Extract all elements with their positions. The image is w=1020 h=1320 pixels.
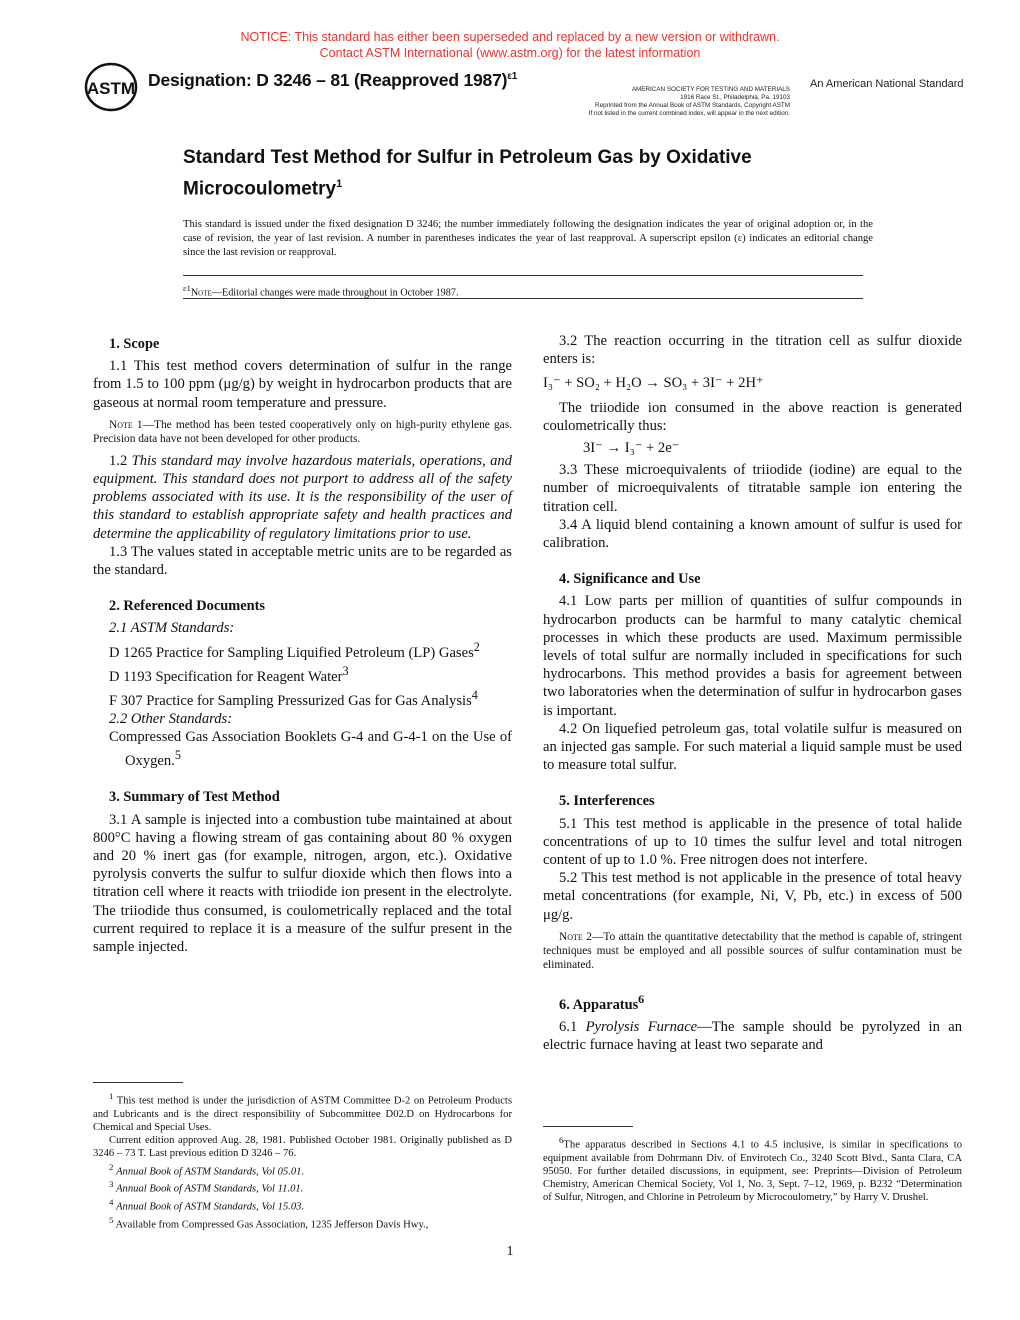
- paragraph: 3.4 A liquid blend containing a known amount of sulfur is used for calibration.: [543, 516, 962, 552]
- document-title: [183, 145, 903, 202]
- paragraph: 3.3 These microequivalents of triiodide (iodine) are equal to the number of microequivalents of titratable sample ion entering the titration cell.: [543, 462, 962, 515]
- footnote-text: Available from Compressed Gas Association, 1235 Jefferson Davis Hwy.,: [115, 1219, 429, 1231]
- right-column: [543, 332, 962, 1054]
- footnote-text: Annual Book of ASTM Standards, Vol 15.03.: [116, 1201, 305, 1213]
- title-text: Standard Test Method for Sulfur in Petroleum Gas by Oxidative Microcoulometry: [183, 147, 752, 200]
- section-heading: 5. Interferences: [559, 793, 655, 810]
- paragraph: 3.1 A sample is injected into a combustion tube maintained at about 800°C having a flowing stream of gas containing about 80 % oxygen and 20 % inert gas (for example, nitrogen, argon, etc.). Oxidative pyrolysis converts the sulfur to sulfur dioxide which then flows into a titration cell where it reacts with triiodide ion present in the electrolyte. The triiodide thus consumed, is coulometrically replaced and the total current required to replace it is a measure of the sulfur present in the sample injected.: [93, 811, 512, 955]
- designation: [148, 70, 517, 91]
- reference-text: D 1193 Specification for Reagent Water: [109, 668, 343, 685]
- footnote-rule: [93, 1082, 183, 1083]
- issued-note: This standard is issued under the fixed designation D 3246; the number immediately following the designation indicates the year of original adoption or, in the case of revision, the year of last revision. A number in parentheses indicates the year of last reapproval. A superscript epsilon (ε) indicates an editorial change since the last revision or reapproval.: [183, 219, 873, 258]
- note-label: Note 2: [559, 930, 592, 943]
- note-text: —The method has been tested cooperatively only on high-purity ethylene gas. Precision data have not been developed for other products.: [93, 418, 512, 445]
- footnote-rule: [543, 1126, 633, 1127]
- section-heading: 4. Significance and Use: [559, 571, 701, 588]
- footnote-text: Annual Book of ASTM Standards, Vol 05.01.: [116, 1166, 305, 1178]
- designation-text: Designation: D 3246 – 81 (Reapproved 1987): [148, 70, 508, 90]
- paragraph: 4.1 Low parts per million of quantities of sulfur compounds in hydrocarbon products can be harmful to many catalytic chemical processes in which these products are used. Maximum permissible levels of total sulfur are normally included in specifications for such hydrocarbons. This method provides a basis for agreement between two laboratories when the determination of sulfur in hydrocarbon gases is important.: [543, 593, 962, 719]
- society-line: If not listed in the current combined index, will appear in the next edition.: [588, 110, 790, 117]
- notice-line-2: Contact ASTM International (www.astm.org) for the latest information: [319, 46, 701, 60]
- reference-item: [109, 662, 512, 686]
- note-text: —To attain the quantitative detectability that the method is capable of, stringent techniques must be employed and all possible sources of sulfur contamination must be eliminated.: [543, 930, 963, 971]
- society-line: 1916 Race St., Philadelphia, Pa. 19103: [680, 94, 790, 101]
- footnote-text: The apparatus described in Sections 4.1 to 4.5 inclusive, is similar in specifications to equipment available from Dohrmann Div. of Envirotech Co., 3240 Scott Blvd., Santa Clara, CA 95050. For further detailed discussions, in equipment, see: Preprints—Division of Petroleum Chemistry, American Chemical Society, Vol 1, No. 3, Sept. 7–12, 1969, p. B232 “Determination of Sulfur, Nitrogen, and Chlorine in Petroleum by Microcoulometry,” by Harry V. Drushel.: [543, 1139, 962, 1204]
- footnote-mark: 6: [559, 1135, 564, 1145]
- title-footnote-mark: 1: [336, 178, 343, 190]
- section-heading: 2. Referenced Documents: [109, 598, 265, 615]
- footnote-text: Annual Book of ASTM Standards, Vol 11.01.: [116, 1183, 304, 1195]
- reference-text: Compressed Gas Association Booklets G-4 and G-4-1 on the Use of Oxygen.: [109, 729, 512, 770]
- reference-item: [109, 728, 512, 770]
- subheading: 2.1 ASTM Standards:: [109, 620, 235, 637]
- section-heading: [543, 990, 962, 1014]
- paragraph: 5.1 This test method is applicable in the presence of total halide concentrations of up to 10 times the sulfur level and total nitrogen content of up to 1.0 %. Free nitrogen does not interfere.: [543, 815, 962, 869]
- footnote-mark: 6: [638, 991, 645, 1006]
- paragraph: [543, 1018, 962, 1054]
- reference-text: D 1265 Practice for Sampling Liquified Petroleum (LP) Gases: [109, 644, 474, 661]
- paragraph-text: —The sample should be pyrolyzed in an electric furnace having at least two separate and: [543, 1018, 963, 1054]
- footnote-mark: 4: [471, 687, 478, 702]
- footnote-mark: 3: [109, 1179, 114, 1190]
- footnote: [543, 1134, 962, 1205]
- safety-statement: This standard may involve hazardous materials, operations, and equipment. This standard does not purport to address all of the safety problems associated with its use. It is the responsibility of the user of this standard to establish appropriate safety and health practices and determine the applicability of regulatory limitations prior to use.: [93, 452, 512, 542]
- footnote: [93, 1090, 512, 1134]
- footnote-mark: 2: [109, 1161, 114, 1172]
- reference-item: [109, 686, 512, 710]
- reference-text: F 307 Practice for Sampling Pressurized Gas for Gas Analysis: [109, 692, 472, 709]
- designation-epsilon: ε1: [507, 71, 518, 83]
- editorial-note-text: —Editorial changes were made throughout in October 1987.: [211, 287, 459, 299]
- footnote: [93, 1161, 512, 1179]
- footnote-mark: 5: [109, 1214, 114, 1225]
- footnote-mark: 4: [109, 1197, 114, 1208]
- paragraph: The triiodide ion consumed in the above reaction is generated coulometrically thus:: [543, 399, 962, 434]
- section-heading-text: 6. Apparatus: [559, 996, 639, 1013]
- society-block: [520, 86, 790, 118]
- equation-2: 3I⁻ → I₃⁻ + 2e⁻: [583, 440, 680, 457]
- paragraph: [93, 452, 512, 543]
- divider: [183, 275, 863, 276]
- paragraph: 5.2 This test method is not applicable in the presence of total heavy metal concentrations (for example, Ni, V, Pb, etc.) in excess of 500 μg/g.: [543, 870, 962, 923]
- astm-logo: [84, 62, 138, 112]
- section-heading: 1. Scope: [109, 336, 160, 352]
- para-number: 1.2: [109, 452, 128, 469]
- footnote: [93, 1196, 512, 1214]
- left-column: [93, 335, 512, 956]
- notice-line-1: NOTICE: This standard has either been superseded and replaced by a new version or withdrawn.: [240, 30, 780, 44]
- society-line: AMERICAN SOCIETY FOR TESTING AND MATERIALS: [631, 86, 790, 93]
- editorial-mark: ε1: [183, 283, 191, 293]
- footnote: [93, 1214, 512, 1232]
- term: Pyrolysis Furnace: [585, 1018, 698, 1035]
- footnote-text: Current edition approved Aug. 28, 1981. Published October 1981. Originally published as D 3246 – 73 T. Last previous edition D 3246 – 76.: [93, 1135, 512, 1160]
- national-standard-label: An American National Standard: [810, 78, 964, 90]
- footnote-mark: 3: [342, 663, 349, 678]
- paragraph: 1.1 This test method covers determination of sulfur in the range from 1.5 to 100 ppm (μg/g) by weight in hydrocarbon products that are gaseous at normal room temperature and pressure.: [93, 358, 512, 411]
- divider: [183, 298, 863, 299]
- equation-1: I₃⁻ + SO₂ + H₂O → SO₃ + 3I⁻ + 2H⁺: [543, 375, 764, 392]
- note-1: [93, 418, 512, 446]
- footnote-mark: 2: [473, 639, 480, 654]
- note-label: Note 1: [109, 418, 143, 431]
- editorial-note-label: Note: [190, 287, 212, 299]
- subheading: 2.2 Other Standards:: [109, 710, 233, 727]
- page-number: 1: [506, 1244, 514, 1259]
- paragraph: 3.2 The reaction occurring in the titration cell as sulfur dioxide enters is:: [543, 333, 962, 368]
- note-2: [543, 930, 962, 972]
- left-footnotes: [93, 1090, 512, 1231]
- right-footnotes: [543, 1134, 962, 1205]
- astm-logo-text: ASTM: [86, 79, 136, 98]
- para-number: 6.1: [559, 1018, 578, 1035]
- footnote-mark: 1: [109, 1091, 114, 1101]
- society-line: Reprinted from the Annual Book of ASTM Standards, Copyright ASTM: [595, 102, 790, 109]
- editorial-note: [183, 283, 459, 298]
- footnote: [93, 1134, 512, 1160]
- section-heading: 3. Summary of Test Method: [109, 789, 280, 806]
- footnote-text: This test method is under the jurisdiction of ASTM Committee D-2 on Petroleum Products and Lubricants and is the direct responsibility of Subcommittee D02.D on Hydrocarbons for Chemical and Special Uses.: [93, 1095, 512, 1133]
- footnote: [93, 1178, 512, 1196]
- footnote-mark: 5: [174, 748, 181, 763]
- paragraph: 1.3 The values stated in acceptable metric units are to be regarded as the standard.: [93, 543, 512, 579]
- reference-item: [109, 638, 512, 662]
- paragraph: 4.2 On liquefied petroleum gas, total volatile sulfur is measured on an injected gas sample. For such material a liquid sample must be used to measure total sulfur.: [543, 720, 962, 774]
